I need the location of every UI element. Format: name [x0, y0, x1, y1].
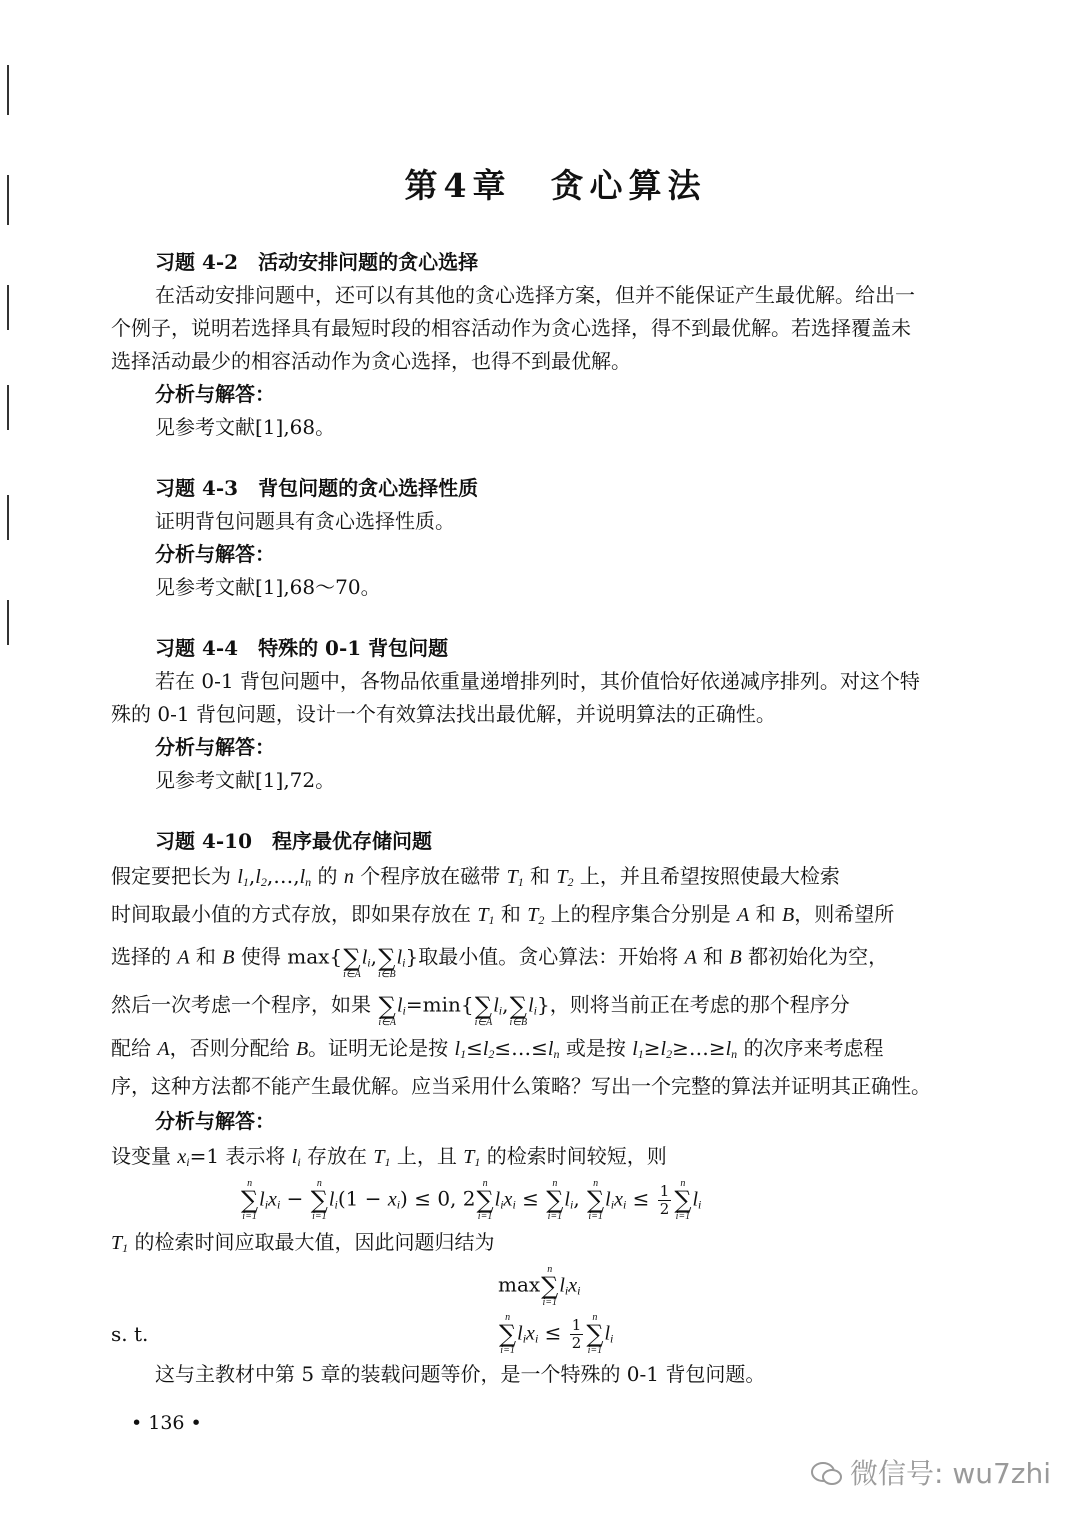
text-run: =1 表示将: [189, 1144, 292, 1168]
sigma-symbol: ∑: [546, 1186, 564, 1214]
sum-lower-limit: i∈A: [474, 1017, 493, 1028]
math-variable: T: [477, 904, 489, 926]
sum-lower-limit: i∈B: [378, 969, 396, 980]
sum-lower-limit: i∈A: [343, 969, 361, 980]
exercise-heading: 习题 4-2 活动安排问题的贪心选择: [155, 250, 479, 274]
math-variable: x: [268, 1188, 277, 1211]
text-run: 时间取最小值的方式存放，即如果存放在: [111, 902, 478, 926]
summation: [241, 1178, 258, 1222]
math-variable: l: [396, 946, 403, 969]
subscript: i: [367, 955, 371, 970]
sum-lower-limit: i∈B: [509, 1017, 528, 1028]
text-run: ≤: [626, 1186, 656, 1211]
answer-text: 见参考文献[1],68～70。: [155, 575, 381, 599]
constraint-formula: [498, 1310, 613, 1358]
text-run: 和: [189, 944, 223, 969]
sigma-symbol: ∑: [378, 992, 396, 1020]
subscript: 1: [637, 1047, 644, 1061]
text-run: 都初始化为空，: [741, 944, 889, 969]
paragraph-line: 殊的 0-1 背包问题，设计一个有效算法找出最优解，并说明算法的正确性。: [111, 702, 776, 726]
subscript: 1: [460, 1047, 467, 1061]
exercise-heading: 习题 4-3 背包问题的贪心选择性质: [155, 476, 479, 500]
text-run: −: [280, 1186, 310, 1211]
answer-text: 见参考文献[1],68。: [155, 415, 336, 439]
summation: [499, 1312, 516, 1356]
text-run: 和: [749, 902, 782, 926]
text-run: 的检索时间较短，则: [480, 1144, 667, 1168]
summation: [509, 984, 527, 1028]
wechat-icon: [810, 1460, 844, 1488]
text-run: 和: [523, 864, 557, 888]
math-variable: T: [111, 1232, 123, 1254]
text-run: ,: [248, 864, 256, 888]
math-variable: l: [396, 994, 403, 1017]
paragraph-line: [111, 934, 1000, 982]
math-variable: l: [259, 1188, 265, 1211]
subscript: 2: [567, 875, 574, 889]
sum-lower-limit: i=1: [587, 1345, 603, 1356]
subscript: 2: [488, 1047, 495, 1061]
math-variable: l: [528, 994, 534, 1017]
math-variable: x: [503, 1188, 513, 1211]
sigma-symbol: ∑: [674, 1186, 692, 1214]
math-variable: A: [737, 904, 750, 926]
sigma-symbol: ∑: [343, 944, 361, 972]
text-run: 序，这种方法都不能产生最优解。应当采用什么策略？写出一个完整的算法并证明其正确性。: [111, 1074, 931, 1098]
subscript: i: [498, 1003, 503, 1018]
watermark: [810, 1457, 1052, 1491]
text-run: 和: [494, 902, 528, 926]
text-run: 和: [696, 944, 730, 969]
summation: [477, 1178, 494, 1222]
subscript: 1: [488, 913, 495, 927]
subscript: n: [553, 1047, 560, 1061]
math-variable: A: [177, 946, 190, 969]
denominator: 2: [571, 1333, 582, 1352]
math-variable: A: [157, 1038, 170, 1060]
paragraph-line: [111, 858, 1000, 896]
math-variable: B: [781, 904, 795, 926]
answer-text: 见参考文献[1],72。: [155, 768, 336, 792]
subscript: i: [297, 1155, 301, 1169]
text-run: ≤: [538, 1320, 568, 1345]
math-variable: T: [463, 1146, 475, 1168]
sum-upper-limit: n: [316, 1178, 322, 1189]
text-run: ，则希望所: [794, 902, 895, 926]
text-run: }取最小值。贪心算法：开始将: [405, 944, 685, 969]
summation: [674, 1178, 691, 1222]
math-variable: l: [564, 1188, 570, 1211]
subscript: i: [264, 1197, 269, 1212]
conclusion-text: 这与主教材中第 5 章的装载问题等价，是一个特殊的 0-1 背包问题。: [155, 1362, 766, 1386]
sigma-symbol: ∑: [310, 1186, 328, 1214]
text-run: ,…,: [266, 864, 300, 888]
sigma-symbol: ∑: [541, 1272, 559, 1300]
math-variable: x: [614, 1188, 623, 1211]
sum-upper-limit: n: [547, 1264, 553, 1275]
subscript: i: [534, 1331, 539, 1346]
subscript: 1: [517, 875, 524, 889]
paragraph-line: 若在 0-1 背包问题中，各物品依重量递增排列时，其价值恰好依递减序排列。对这个特: [155, 669, 920, 693]
math-variable: l: [517, 1322, 523, 1345]
math-variable: T: [373, 1146, 385, 1168]
exercise-heading: 习题 4-10 程序最优存储问题: [155, 829, 433, 853]
subscript: i: [564, 1283, 569, 1298]
text-run: ≤: [466, 1036, 483, 1060]
subscript: i: [577, 1283, 581, 1298]
analysis-label: 分析与解答：: [155, 382, 275, 406]
summation: [541, 1264, 558, 1308]
sum-upper-limit: n: [505, 1312, 511, 1323]
sum-upper-limit: n: [552, 1178, 558, 1189]
sigma-symbol: ∑: [509, 992, 527, 1020]
answer-line: [111, 1138, 1000, 1176]
subscript: 2: [666, 1047, 673, 1061]
sum-lower-limit: i=1: [500, 1345, 515, 1356]
constraint-row: [111, 1310, 1000, 1358]
math-variable: T: [506, 866, 518, 888]
summation: [586, 1312, 603, 1356]
subscript: i: [500, 1197, 504, 1212]
sigma-symbol: ∑: [474, 992, 492, 1020]
subscript: i: [569, 1197, 574, 1212]
subscript: n: [305, 875, 312, 889]
subject-to-label: s. t.: [111, 1321, 149, 1346]
subscript: 1: [474, 1155, 481, 1169]
sigma-symbol: ∑: [586, 1320, 604, 1348]
math-variable: l: [361, 946, 368, 969]
text-run: 使得 max{: [234, 944, 343, 969]
math-variable: l: [482, 1038, 489, 1060]
text-run: 选择的: [111, 944, 178, 969]
text-run: =min{: [405, 992, 474, 1017]
text-run: ,: [370, 944, 377, 969]
text-run: (1 −: [337, 1186, 388, 1211]
summation: [378, 936, 396, 980]
math-variable: B: [222, 946, 235, 969]
subscript: i: [402, 1003, 406, 1018]
summation: [378, 984, 396, 1028]
sum-lower-limit: i∈A: [378, 1017, 396, 1028]
sum-lower-limit: i=1: [675, 1211, 691, 1222]
summation: [311, 1178, 328, 1222]
numerator: 1: [571, 1315, 582, 1334]
sum-upper-limit: n: [680, 1178, 686, 1189]
math-variable: T: [527, 904, 539, 926]
sigma-symbol: ∑: [241, 1186, 259, 1214]
text-run: max: [498, 1272, 541, 1297]
sum-lower-limit: i=1: [542, 1297, 557, 1308]
fraction: [570, 1317, 584, 1352]
subscript: 1: [384, 1155, 391, 1169]
subscript: 2: [538, 913, 545, 927]
text-run: ) ≤ 0, 2: [400, 1186, 476, 1211]
subscript: i: [698, 1197, 702, 1212]
subscript: i: [533, 1003, 537, 1018]
math-variable: T: [556, 866, 568, 888]
subscript: 1: [122, 1241, 129, 1255]
objective-formula: [111, 1262, 1000, 1310]
text-run: ≤…≤: [494, 1036, 548, 1060]
sum-upper-limit: n: [247, 1178, 253, 1189]
math-variable: n: [343, 866, 354, 888]
subscript: i: [396, 1197, 401, 1212]
summation: [343, 936, 361, 980]
sum-upper-limit: n: [592, 1312, 598, 1323]
paragraph-line: [111, 1030, 1000, 1068]
sigma-symbol: ∑: [587, 1186, 605, 1214]
math-variable: x: [568, 1274, 578, 1297]
text-run: ，否则分配给: [169, 1036, 296, 1060]
text-run: 的: [311, 864, 344, 888]
subscript: i: [610, 1197, 615, 1212]
sigma-symbol: ∑: [476, 1186, 494, 1214]
text-run: 上的程序集合分别是: [544, 902, 738, 926]
text-run: 上，并且希望按照使最大检索: [573, 864, 840, 888]
text-run: 上，且: [390, 1144, 464, 1168]
summation: [587, 1178, 604, 1222]
summation: [475, 984, 493, 1028]
sum-upper-limit: n: [593, 1178, 599, 1189]
paragraph-line: 在活动安排问题中，还可以有其他的贪心选择方案，但并不能保证产生最优解。给出一: [155, 283, 915, 307]
math-variable: l: [493, 994, 499, 1017]
text-run: 或是按: [559, 1036, 633, 1060]
text-run: ≥…≥: [672, 1036, 726, 1060]
text-run: ≥: [643, 1036, 661, 1060]
text-run: ≤: [515, 1186, 546, 1211]
numerator: 1: [659, 1181, 670, 1200]
math-variable: l: [454, 1038, 461, 1060]
math-variable: l: [255, 866, 261, 888]
text-run: }，则将当前正在考虑的那个程序分: [537, 992, 850, 1017]
subscript: i: [622, 1197, 627, 1212]
math-variable: x: [387, 1188, 397, 1211]
subscript: i: [334, 1197, 338, 1212]
subscript: i: [522, 1331, 527, 1346]
text-run: 设变量: [111, 1144, 178, 1168]
subscript: i: [512, 1197, 516, 1212]
subscript: i: [402, 955, 406, 970]
math-variable: l: [604, 1322, 611, 1345]
math-variable: B: [295, 1038, 309, 1060]
paragraph-line: [111, 1068, 1000, 1105]
text-run: 的次序来考虑程: [737, 1036, 884, 1060]
subscript: i: [610, 1331, 614, 1346]
math-variable: x: [526, 1322, 535, 1345]
math-variable: l: [660, 1038, 667, 1060]
text-run: ,: [573, 1186, 587, 1211]
math-variable: l: [725, 1038, 732, 1060]
paragraph-line: [111, 896, 1000, 934]
watermark-text: 微信号: wu7zhi: [850, 1457, 1052, 1490]
math-variable: B: [729, 946, 742, 969]
sigma-symbol: ∑: [378, 944, 396, 972]
math-variable: l: [547, 1038, 554, 1060]
math-variable: l: [559, 1274, 565, 1297]
exercise-heading: 习题 4-4 特殊的 0-1 背包问题: [155, 636, 449, 660]
subscript: n: [731, 1047, 738, 1061]
sum-lower-limit: i=1: [242, 1211, 257, 1222]
subscript: 1: [242, 875, 249, 889]
page-number: • 136 •: [131, 1412, 202, 1434]
subscript: 2: [260, 875, 267, 889]
subscript: i: [276, 1197, 281, 1212]
paragraph-line: 个例子，说明若选择具有最短时段的相容活动作为贪心选择，得不到最优解。若选择覆盖未: [111, 316, 911, 340]
sigma-symbol: ∑: [499, 1320, 517, 1348]
math-variable: l: [328, 1188, 335, 1211]
sum-lower-limit: i=1: [588, 1211, 603, 1222]
math-variable: l: [692, 1188, 699, 1211]
answer-line: [111, 1224, 1000, 1262]
sum-lower-limit: i=1: [312, 1211, 327, 1222]
math-variable: l: [299, 866, 306, 888]
analysis-label: 分析与解答：: [155, 1109, 275, 1133]
denominator: 2: [659, 1199, 670, 1218]
paragraph-line: [111, 982, 1000, 1030]
text-run: 存放在: [300, 1144, 374, 1168]
text-run: 的检索时间应取最大值，因此问题归结为: [128, 1230, 495, 1254]
text-run: ,: [502, 992, 509, 1017]
inequality-formula: [111, 1176, 1000, 1224]
analysis-label: 分析与解答：: [155, 735, 275, 759]
chapter-title: 第4章 贪心算法: [404, 166, 707, 205]
text-run: 配给: [111, 1036, 158, 1060]
math-variable: l: [291, 1146, 298, 1168]
analysis-label: 分析与解答：: [155, 542, 275, 566]
sum-upper-limit: n: [482, 1178, 488, 1189]
text-run: 然后一次考虑一个程序，如果: [111, 992, 378, 1017]
math-variable: x: [177, 1146, 187, 1168]
paragraph-line: 证明背包问题具有贪心选择性质。: [155, 509, 455, 533]
math-variable: l: [237, 866, 243, 888]
sum-lower-limit: i=1: [547, 1211, 563, 1222]
sum-lower-limit: i=1: [477, 1211, 493, 1222]
text-run: 。证明无论是按: [308, 1036, 455, 1060]
text-run: 假定要把长为: [111, 864, 238, 888]
math-variable: l: [494, 1188, 501, 1211]
text-run: 个程序放在磁带: [353, 864, 507, 888]
math-variable: l: [605, 1188, 611, 1211]
math-variable: A: [684, 946, 697, 969]
paragraph-line: 选择活动最少的相容活动作为贪心选择，也得不到最优解。: [111, 349, 631, 373]
fraction: [658, 1183, 672, 1218]
subscript: i: [186, 1155, 190, 1169]
summation: [546, 1178, 563, 1222]
math-variable: l: [632, 1038, 638, 1060]
